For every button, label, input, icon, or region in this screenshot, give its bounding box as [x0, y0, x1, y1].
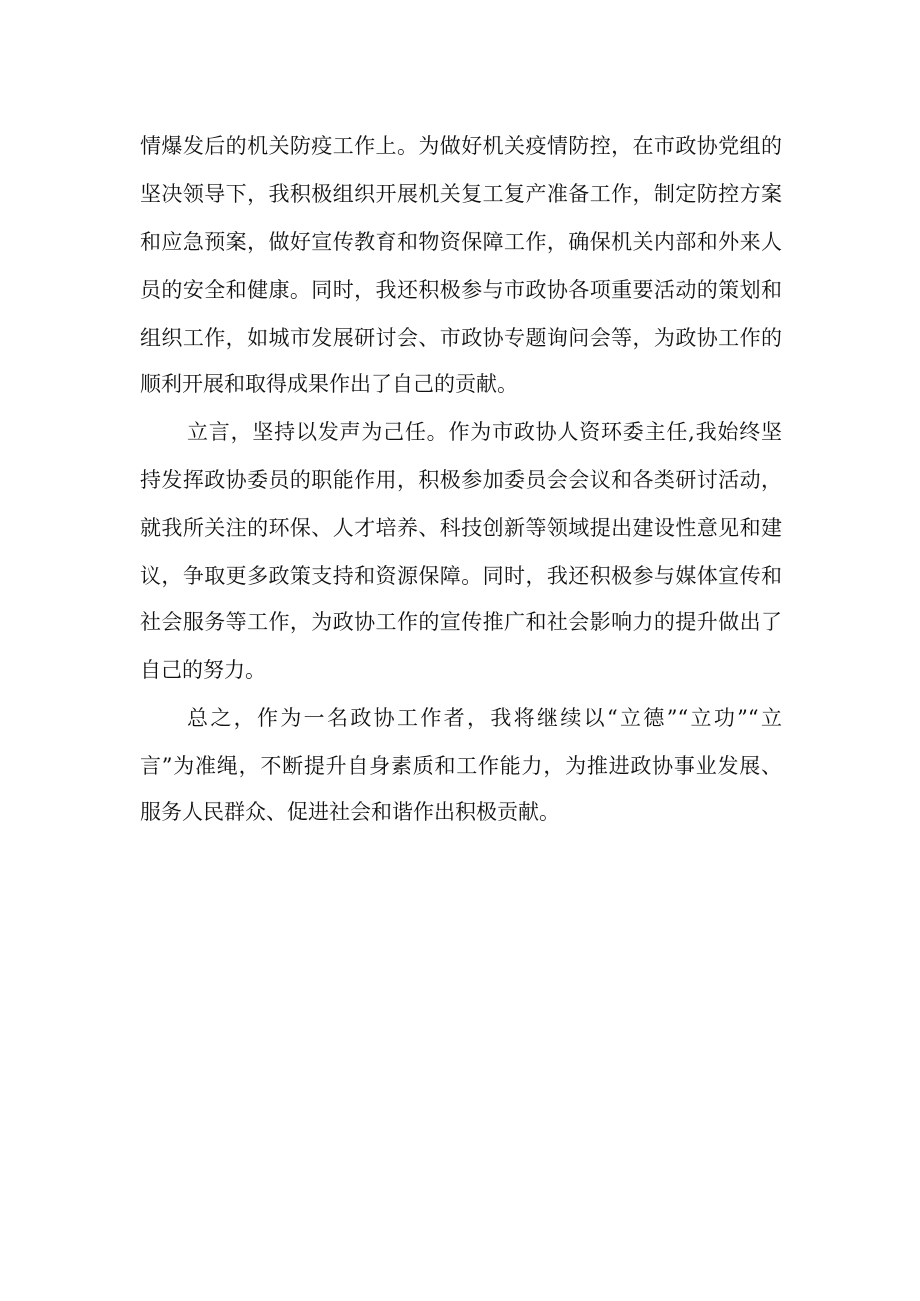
paragraph-2-line-5: 社会服务等工作，为政协工作的宣传推广和社会影响力的提升做出了 [140, 610, 782, 634]
paragraph-2-line-3: 就我所关注的环保、人才培养、科技创新等领域提出建设性意见和建 [140, 516, 782, 540]
paragraph-1-line-5: 组织工作，如城市发展研讨会、市政协专题询问会等，为政协工作的 [140, 326, 782, 350]
paragraph-2-line-4: 议，争取更多政策支持和资源保障。同时，我还积极参与媒体宣传和 [140, 564, 782, 588]
paragraph-2-line-2: 持发挥政协委员的职能作用，积极参加委员会会议和各类研讨活动， [140, 468, 782, 492]
paragraph-3-line-3: 服务人民群众、促进社会和谐作出积极贡献。 [140, 800, 560, 824]
paragraph-1-line-1: 情爆发后的机关防疫工作上。为做好机关疫情防控，在市政协党组的 [140, 134, 782, 158]
paragraph-3-line-2: 言”为准绳，不断提升自身素质和工作能力，为推进政协事业发展、 [140, 754, 782, 778]
paragraph-1-line-3: 和应急预案，做好宣传教育和物资保障工作，确保机关内部和外来人 [140, 230, 782, 254]
paragraph-1-line-4: 员的安全和健康。同时，我还积极参与市政协各项重要活动的策划和 [140, 278, 782, 302]
paragraph-1-line-6: 顺利开展和取得成果作出了自己的贡献。 [140, 372, 518, 396]
paragraph-2-line-6: 自己的努力。 [140, 658, 266, 682]
paragraph-2-line-1: 立言，坚持以发声为己任。作为市政协人资环委主任,我始终坚 [187, 420, 782, 444]
paragraph-3-line-1: 总之，作为一名政协工作者，我将继续以“立德”“立功”“立 [187, 706, 782, 730]
paragraph-1-line-2: 坚决领导下，我积极组织开展机关复工复产准备工作，制定防控方案 [140, 182, 782, 206]
